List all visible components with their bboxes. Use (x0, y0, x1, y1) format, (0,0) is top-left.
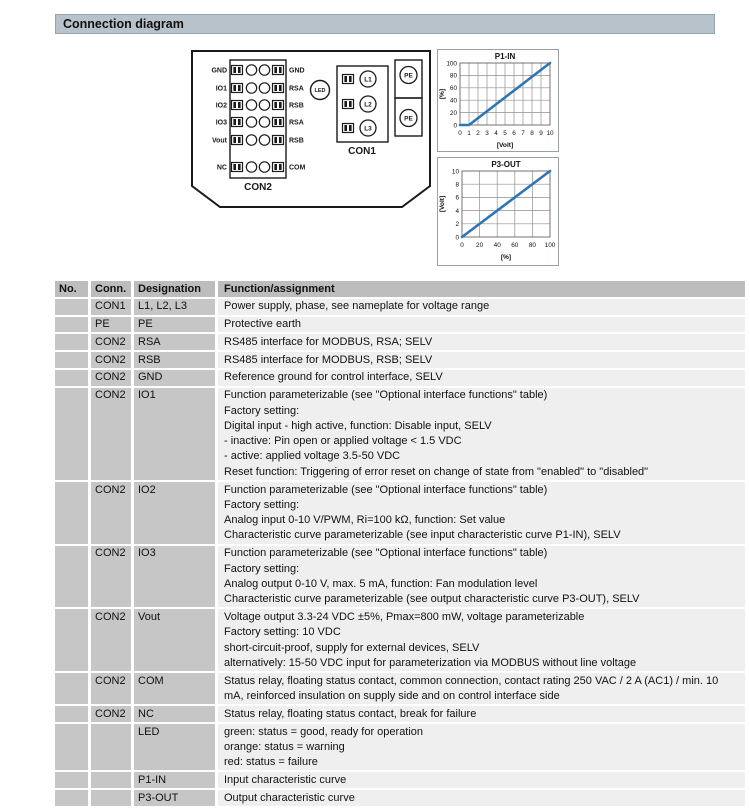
cell-designation: GND (134, 370, 215, 386)
cell-designation: P1-IN (134, 772, 215, 788)
table-row (55, 546, 745, 608)
phase-label: L2 (364, 101, 372, 109)
cell-no (55, 482, 88, 544)
con2-pin-label: RSA (289, 85, 304, 93)
cell-conn: CON2 (91, 706, 131, 722)
table-header-cell: Designation (134, 281, 215, 297)
cell-function (218, 772, 745, 788)
y-tick-label: 80 (449, 72, 457, 80)
y-axis-label: [%] (439, 88, 446, 100)
function-line: Output characteristic curve (224, 791, 355, 804)
cell-no (55, 388, 88, 480)
cell-conn: CON2 (91, 673, 131, 704)
x-tick-label: 9 (539, 130, 543, 137)
cell-designation: RSB (134, 352, 215, 368)
function-line: orange: status = warning (224, 740, 345, 753)
function-line: Input characteristic curve (224, 773, 347, 786)
cell-conn (91, 772, 131, 788)
y-tick-label: 20 (449, 109, 457, 117)
cell-function (218, 546, 745, 608)
con2-pin-label: IO3 (215, 119, 227, 127)
phase-label: L3 (364, 125, 372, 133)
function-line: Status relay, floating status contact, break for failure (224, 707, 477, 720)
x-axis-label: [Volt] (496, 142, 514, 149)
chart-title: P1-IN (494, 52, 516, 61)
cell-function (218, 370, 745, 386)
cell-no (55, 609, 88, 671)
function-line: Protective earth (224, 318, 302, 331)
cell-no (55, 299, 88, 315)
cell-conn: CON2 (91, 609, 131, 671)
x-tick-label: 80 (528, 242, 536, 249)
con2-pin-label: IO1 (215, 85, 227, 93)
table-row (55, 724, 745, 770)
y-axis-label: [Volt] (439, 195, 446, 213)
cell-function (218, 706, 745, 722)
table-row (55, 673, 745, 704)
cell-designation: RSA (134, 334, 215, 350)
table-header-row (55, 281, 745, 297)
x-tick-label: 2 (476, 130, 480, 137)
cell-designation: IO3 (134, 546, 215, 608)
section-header-bar (55, 14, 715, 34)
function-line: Reset function: Triggering of error reset on change of state from "enabled" to "disabled" (224, 465, 649, 478)
con2-pin-label: IO2 (215, 102, 227, 110)
cell-designation: COM (134, 673, 215, 704)
cell-conn: CON2 (91, 352, 131, 368)
chart-title: P3-OUT (491, 160, 521, 169)
con2-pin-label: NC (216, 164, 227, 172)
function-line: alternatively: 15-50 VDC input for parameterization via MODBUS without line voltage (224, 656, 637, 669)
cell-conn: CON2 (91, 334, 131, 350)
function-line: Status relay, floating status contact, common connection, contact rating 250 VAC / 2 A (AC1) / min. 10 (224, 674, 719, 687)
chart-p3-out (437, 157, 559, 266)
cell-conn: CON1 (91, 299, 131, 315)
x-tick-label: 4 (494, 130, 498, 137)
con2-pin-label: RSA (289, 119, 304, 127)
function-line: Function parameterizable (see "Optional interface functions" table) (224, 483, 548, 496)
cell-no (55, 546, 88, 608)
con2-caption: CON2 (244, 182, 272, 193)
cell-no (55, 706, 88, 722)
con2-pin-label: GND (289, 67, 305, 75)
cell-no (55, 352, 88, 368)
function-line: Characteristic curve parameterizable (see output characteristic curve P3-OUT), SELV (224, 593, 640, 606)
x-tick-label: 5 (503, 130, 507, 137)
table-row (55, 482, 745, 544)
function-line: - inactive: Pin open or applied voltage < 1.5 VDC (224, 435, 462, 448)
cell-designation: LED (134, 724, 215, 770)
cell-function (218, 388, 745, 480)
cell-no (55, 317, 88, 333)
x-tick-label: 7 (521, 130, 525, 137)
pe-label: PE (404, 115, 413, 123)
cell-no (55, 724, 88, 770)
y-tick-label: 0 (453, 122, 457, 130)
table-row (55, 352, 745, 368)
x-axis-label: [%] (500, 254, 512, 261)
x-tick-label: 0 (460, 242, 464, 249)
y-tick-label: 8 (455, 181, 459, 189)
table-header-cell: Function/assignment (218, 281, 745, 297)
cell-no (55, 790, 88, 806)
section-title: Connection diagram (63, 17, 184, 31)
cell-function (218, 673, 745, 704)
function-line: Function parameterizable (see "Optional interface functions" table) (224, 389, 548, 402)
cell-conn: PE (91, 317, 131, 333)
con2-pin-label: RSB (289, 137, 304, 145)
function-line: Factory setting: (224, 498, 300, 511)
con2-pin-label: RSB (289, 102, 304, 110)
cell-function (218, 724, 745, 770)
led-label: LED (314, 88, 326, 94)
x-tick-label: 20 (476, 242, 484, 249)
function-line: Analog input 0-10 V/PWM, Ri=100 kΩ, function: Set value (224, 514, 506, 527)
device-outline (192, 51, 430, 207)
con1-caption: CON1 (348, 146, 376, 157)
table-row (55, 370, 745, 386)
function-line: Voltage output 3.3-24 VDC ±5%, Pmax=800 mW, voltage parameterizable (224, 610, 585, 623)
cell-designation: Vout (134, 609, 215, 671)
cell-function (218, 790, 745, 806)
phase-label: L1 (364, 76, 372, 84)
y-tick-label: 40 (449, 97, 457, 105)
table-header-cell: No. (55, 281, 88, 297)
table-row (55, 772, 745, 788)
x-tick-label: 10 (546, 130, 554, 137)
cell-conn: CON2 (91, 546, 131, 608)
cell-no (55, 673, 88, 704)
cell-designation: L1, L2, L3 (134, 299, 215, 315)
cell-function (218, 334, 745, 350)
function-line: - active: applied voltage 3.5-50 VDC (224, 450, 401, 463)
y-tick-label: 6 (455, 194, 459, 202)
con2-pin-label: GND (211, 67, 227, 75)
cell-function (218, 299, 745, 315)
connection-diagram (190, 48, 432, 212)
table-row (55, 609, 745, 671)
x-tick-label: 6 (512, 130, 516, 137)
x-tick-label: 0 (458, 130, 462, 137)
function-line: short-circuit-proof, supply for external devices, SELV (224, 641, 480, 654)
cell-designation: NC (134, 706, 215, 722)
table-header-cell: Conn. (91, 281, 131, 297)
function-line: Factory setting: 10 VDC (224, 626, 341, 639)
x-tick-label: 40 (493, 242, 501, 249)
cell-function (218, 482, 745, 544)
cell-designation: PE (134, 317, 215, 333)
function-line: Function parameterizable (see "Optional interface functions" table) (224, 547, 548, 560)
x-tick-label: 3 (485, 130, 489, 137)
table-row (55, 299, 745, 315)
y-tick-label: 2 (455, 221, 459, 229)
cell-no (55, 772, 88, 788)
y-tick-label: 4 (455, 207, 459, 215)
cell-designation: IO1 (134, 388, 215, 480)
cell-function (218, 609, 745, 671)
function-line: Analog output 0-10 V, max. 5 mA, function: Fan modulation level (224, 577, 538, 590)
y-tick-label: 10 (451, 168, 459, 176)
y-tick-label: 60 (449, 85, 457, 93)
cell-no (55, 334, 88, 350)
x-tick-label: 60 (511, 242, 519, 249)
function-line: Reference ground for control interface, SELV (224, 371, 443, 384)
function-line: mA, reinforced insulation on supply side and on control interface side (224, 689, 560, 702)
function-line: Digital input - high active, function: Disable input, SELV (224, 419, 492, 432)
pe-label: PE (404, 72, 413, 80)
cell-function (218, 352, 745, 368)
table-row (55, 388, 745, 480)
chart-p1-in (437, 49, 559, 152)
cell-conn: CON2 (91, 482, 131, 544)
x-tick-label: 8 (530, 130, 534, 137)
y-tick-label: 100 (446, 60, 457, 68)
function-line: Factory setting: (224, 404, 300, 417)
cell-no (55, 370, 88, 386)
cell-conn (91, 724, 131, 770)
table-row (55, 317, 745, 333)
function-line: RS485 interface for MODBUS, RSB; SELV (224, 353, 433, 366)
con2-pin-label: COM (289, 164, 306, 172)
cell-designation: P3-OUT (134, 790, 215, 806)
function-line: RS485 interface for MODBUS, RSA; SELV (224, 335, 433, 348)
connection-table (55, 281, 745, 808)
table-row (55, 706, 745, 722)
function-line: Power supply, phase, see nameplate for voltage range (224, 300, 490, 313)
table-row (55, 790, 745, 806)
table-row (55, 334, 745, 350)
function-line: Characteristic curve parameterizable (see input characteristic curve P1-IN), SELV (224, 529, 621, 542)
con2-pin-label: Vout (211, 137, 227, 145)
cell-designation: IO2 (134, 482, 215, 544)
x-tick-label: 1 (467, 130, 471, 137)
y-tick-label: 0 (455, 234, 459, 242)
x-tick-label: 100 (544, 242, 556, 249)
cell-conn (91, 790, 131, 806)
cell-function (218, 317, 745, 333)
led-indicator (311, 81, 330, 100)
cell-conn: CON2 (91, 370, 131, 386)
cell-conn: CON2 (91, 388, 131, 480)
function-line: green: status = good, ready for operation (224, 725, 424, 738)
series-line (462, 171, 550, 237)
function-line: Factory setting: (224, 562, 300, 575)
function-line: red: status = failure (224, 756, 318, 769)
